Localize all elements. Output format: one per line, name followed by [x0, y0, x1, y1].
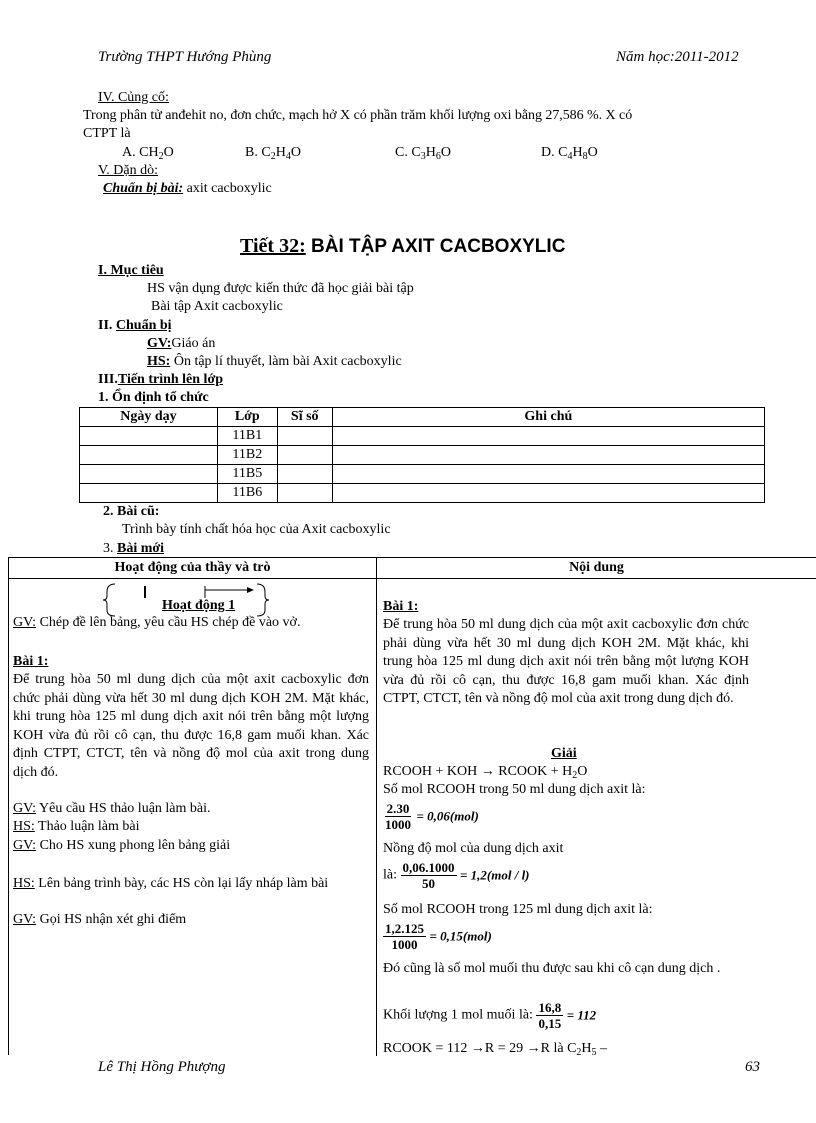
col-header-count: Sĩ số [277, 408, 332, 427]
section-v-title: V. Dặn dò: [98, 163, 159, 178]
footer-author: Lê Thị Hồng Phượng [98, 1059, 226, 1075]
section-iv-title: IV. Củng cố: [98, 90, 169, 105]
prepare-line: Chuẩn bị bài: axit cacboxylic [103, 181, 272, 196]
table-row [80, 427, 765, 446]
class-cell: 11B1 [217, 427, 277, 446]
hs-present: HS: Lên bảng trình bày, các HS còn lại lấy nháp làm bài [13, 876, 329, 891]
left-problem-text: Để trung hòa 50 ml dung dịch của một axit cacboxylic đơn chức phải dùng vừa hết 30 ml dung dịch KOH 2M. Mặt khác, khi trung hòa 125 ml dung dịch axit nói trên bằng một lượng KOH vừa đủ rồi cô cạn, thu được 16,8 gam muối khan. Xác định CTPT, CTCT, tên và nồng độ mol của axit trong dung dịch đó. [13, 672, 369, 780]
teacher-student-column [9, 558, 377, 1056]
reaction-equation: RCOOH + KOH → RCOOK + $H_2O$ [383, 764, 588, 781]
col-header-date: Ngày dạy [80, 408, 218, 427]
prepare-label: Chuẩn bị bài: [103, 181, 184, 196]
old-lesson-title: 2. Bài cũ: [103, 504, 160, 519]
class-roster-table [79, 407, 765, 503]
objective-1: HS vận dụng được kiến thức đã học giải bài tập [147, 281, 414, 296]
col-header-activity: Hoạt động của thầy và trò [9, 558, 376, 579]
option-d: D. $C_4H_8O$ [541, 145, 598, 162]
lesson-title: Tiết 32: BÀI TẬP AXIT CACBOXYLIC [240, 235, 566, 257]
table-row [80, 484, 765, 503]
formula-mol-125ml: $\frac{1,2.125}{1000}$ = 0,15(mol) [385, 921, 492, 952]
class-table-header [80, 408, 765, 427]
col-header-content: Nội dung [377, 558, 816, 579]
class-cell: 11B2 [217, 446, 277, 465]
solution-title: Giải [551, 746, 577, 761]
option-c: C. $C_3H_6O$ [395, 145, 451, 162]
formula-mol-50ml: $\frac{2.30}{1000}$ = 0,06(mol) [385, 801, 479, 832]
mol-125ml-text: Số mol RCOOH trong 125 ml dung dịch axit là: [383, 902, 653, 917]
question-line-1: Trong phân tử anđehit no, đơn chức, mạch hở X có phần trăm khối lượng oxi bằng 27,586 %. X có [83, 108, 633, 123]
class-cell: 11B6 [217, 484, 277, 503]
concentration-text: Nồng độ mol của dung dịch axit [383, 841, 564, 856]
table-row [80, 465, 765, 484]
option-b: B. $C_2H_4O$ [245, 145, 301, 162]
arrow-icon: → [480, 764, 495, 779]
col-header-class: Lớp [217, 408, 277, 427]
question-line-2: CTPT là [83, 126, 131, 141]
option-a: A. $CH_2O$ [122, 145, 174, 162]
section-iii-title: III.Tiến trình lên lớp [98, 372, 223, 387]
content-column [377, 558, 816, 1056]
section-ii-title: II. Chuẩn bị [98, 318, 172, 333]
arrow-icon: → [526, 1041, 541, 1056]
objective-2: Bài tập Axit cacboxylic [151, 299, 283, 314]
gv-grade: GV: Gọi HS nhận xét ghi điểm [13, 912, 187, 927]
right-bai1-title: Bài 1: [383, 599, 419, 614]
gv-volunteer: GV: Cho HS xung phong lên bảng giải [13, 838, 231, 853]
left-bai1-title: Bài 1: [13, 654, 49, 669]
new-lesson-title: 3. Bài mới [103, 541, 165, 556]
r-group-deduction: RCOOK = 112 →R = 29 →R là $C_2H_5$ – [383, 1041, 608, 1058]
header-year: Năm học:2011-2012 [616, 49, 739, 65]
section-i-title: I. Mục tiêu [98, 263, 164, 278]
mol-50ml-text: Số mol RCOOH trong 50 ml dung dịch axit là: [383, 782, 646, 797]
gv-copy-instruction: GV: Chép đề lên bảng, yêu cầu HS chép đề vào vở. [13, 615, 301, 630]
activity-title: Hoạt động 1 [162, 598, 236, 613]
class-cell: 11B5 [217, 465, 277, 484]
header-school: Trường THPT Hướng Phùng [98, 49, 272, 65]
formula-concentration: là: $\frac{0,06.1000}{50}$ = 1,2(mol / l) [383, 860, 530, 891]
footer-page-number: 63 [745, 1059, 760, 1075]
salt-mol-text: Đó cũng là số mol muối thu được sau khi cô cạn dung dịch . [383, 961, 721, 976]
prep-gv: GV:Giáo án [147, 336, 216, 351]
formula-molar-mass: Khối lượng 1 mol muối là: $\frac{16,8}{0,15}$ = 112 [383, 1000, 597, 1031]
section-iii-1: 1. Ổn định tổ chức [98, 390, 209, 405]
hs-discuss: HS: Thảo luận làm bài [13, 819, 140, 834]
old-lesson-text: Trình bày tính chất hóa học của Axit cacboxylic [122, 522, 391, 537]
col-header-notes: Ghi chú [332, 408, 764, 427]
right-problem-text: Để trung hòa 50 ml dung dịch của một axit cacboxylic đơn chức phải dùng vừa hết 30 ml dung dịch KOH 2M. Mặt khác, khi trung hòa 125 ml dung dịch axit nói trên bằng một lượng KOH vừa đủ rồi cô cạn, thu được 16,8 gam muối khan. Xác định CTPT, CTCT, tên và nồng độ mol của axit trong dung dịch đó. [383, 617, 749, 706]
gv-discuss-instruction: GV: Yêu cầu HS thảo luận làm bài. [13, 801, 211, 816]
table-row [80, 446, 765, 465]
prep-hs: HS: Ôn tập lí thuyết, làm bài Axit cacboxylic [147, 354, 402, 369]
arrow-icon: → [470, 1041, 485, 1056]
lesson-activity-table [8, 557, 816, 1058]
